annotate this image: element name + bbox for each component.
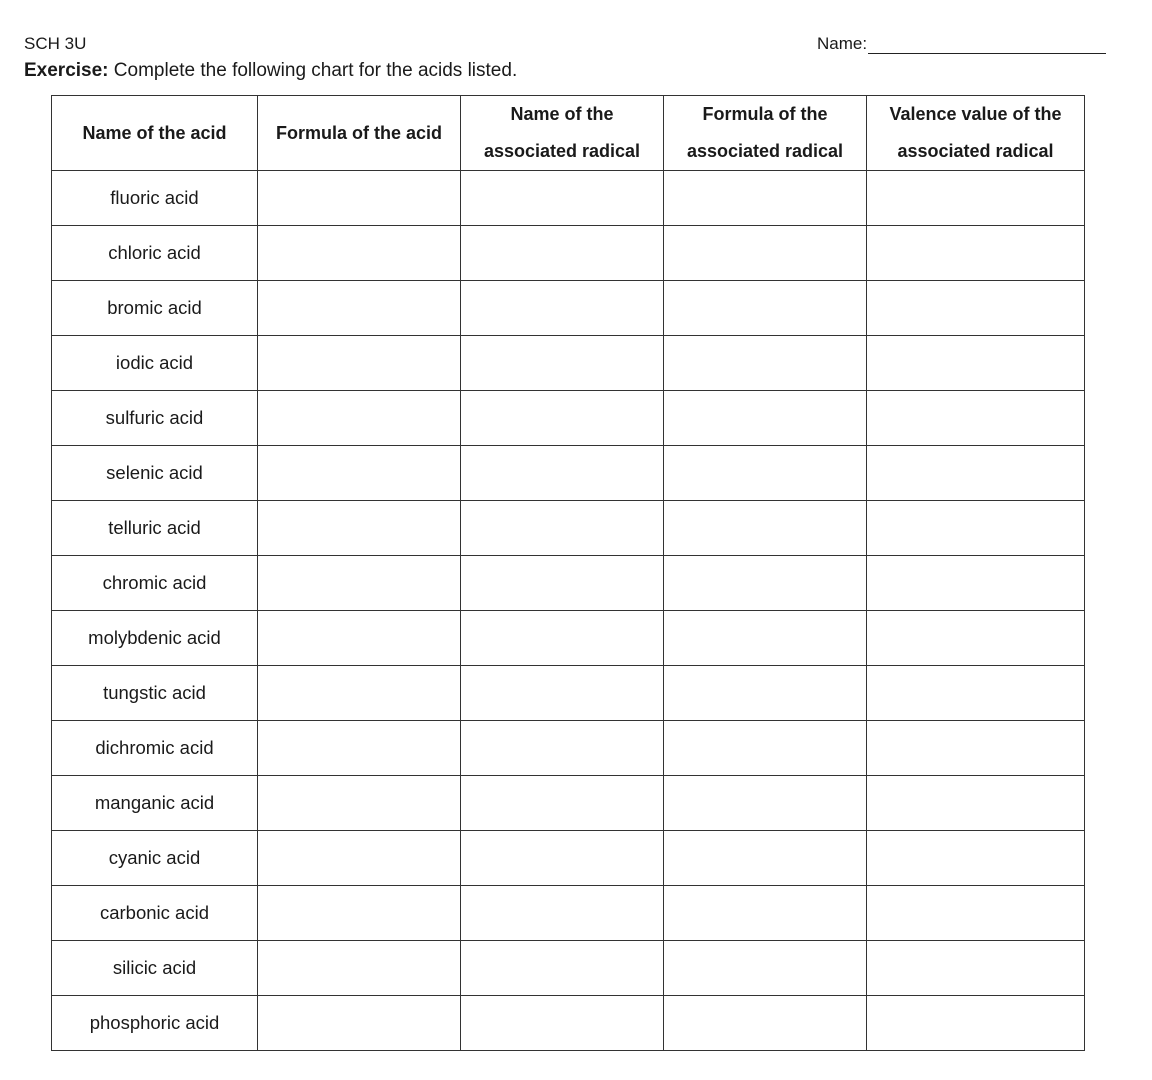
acid-name-cell: fluoric acid xyxy=(52,171,258,226)
radical-formula-cell[interactable] xyxy=(664,171,867,226)
acid-name-cell: molybdenic acid xyxy=(52,611,258,666)
acid-chart-table xyxy=(51,95,1085,1051)
acid-name-cell: chloric acid xyxy=(52,226,258,281)
radical-valence-cell[interactable] xyxy=(867,281,1085,336)
student-name-field xyxy=(817,34,1106,54)
acid-name-cell: telluric acid xyxy=(52,501,258,556)
radical-valence-cell[interactable] xyxy=(867,721,1085,776)
header-line: Formula of the acid xyxy=(275,122,443,143)
header-acid-formula xyxy=(258,96,461,171)
radical-name-cell[interactable] xyxy=(461,336,664,391)
acid-name-cell: iodic acid xyxy=(52,336,258,391)
header-line: associated radical xyxy=(483,141,641,161)
table-row xyxy=(52,721,1085,776)
acid-formula-cell[interactable] xyxy=(258,611,461,666)
acid-formula-cell[interactable] xyxy=(258,666,461,721)
radical-name-cell[interactable] xyxy=(461,721,664,776)
header-line: Formula of the xyxy=(702,104,828,124)
radical-name-cell[interactable] xyxy=(461,171,664,226)
table-row xyxy=(52,446,1085,501)
radical-name-cell[interactable] xyxy=(461,281,664,336)
radical-valence-cell[interactable] xyxy=(867,391,1085,446)
radical-valence-cell[interactable] xyxy=(867,336,1085,391)
header-line: associated radical xyxy=(686,141,844,161)
radical-valence-cell[interactable] xyxy=(867,611,1085,666)
acid-name-cell: phosphoric acid xyxy=(52,996,258,1051)
radical-valence-cell[interactable] xyxy=(867,501,1085,556)
acid-name-cell: silicic acid xyxy=(52,941,258,996)
table-row xyxy=(52,391,1085,446)
table-row xyxy=(52,941,1085,996)
acid-name-cell: chromic acid xyxy=(52,556,258,611)
radical-name-cell[interactable] xyxy=(461,776,664,831)
table-row xyxy=(52,666,1085,721)
radical-formula-cell[interactable] xyxy=(664,941,867,996)
radical-name-cell[interactable] xyxy=(461,996,664,1051)
header-line: associated radical xyxy=(897,141,1054,161)
radical-formula-cell[interactable] xyxy=(664,501,867,556)
acid-formula-cell[interactable] xyxy=(258,831,461,886)
acid-name-cell: carbonic acid xyxy=(52,886,258,941)
acid-name-cell: manganic acid xyxy=(52,776,258,831)
acid-formula-cell[interactable] xyxy=(258,501,461,556)
acid-formula-cell[interactable] xyxy=(258,391,461,446)
header-acid-name xyxy=(52,96,258,171)
header-radical-valence xyxy=(867,96,1085,171)
course-code: SCH 3U xyxy=(24,34,87,53)
acid-formula-cell[interactable] xyxy=(258,776,461,831)
table-row xyxy=(52,501,1085,556)
table-row xyxy=(52,776,1085,831)
radical-formula-cell[interactable] xyxy=(664,721,867,776)
acid-formula-cell[interactable] xyxy=(258,336,461,391)
table-row xyxy=(52,556,1085,611)
table-row xyxy=(52,831,1085,886)
radical-name-cell[interactable] xyxy=(461,556,664,611)
radical-formula-cell[interactable] xyxy=(664,611,867,666)
radical-formula-cell[interactable] xyxy=(664,996,867,1051)
radical-name-cell[interactable] xyxy=(461,226,664,281)
radical-formula-cell[interactable] xyxy=(664,281,867,336)
header-line: Valence value of the xyxy=(889,104,1062,124)
radical-formula-cell[interactable] xyxy=(664,226,867,281)
acid-formula-cell[interactable] xyxy=(258,721,461,776)
table-row xyxy=(52,336,1085,391)
header-radical-formula xyxy=(664,96,867,171)
table-row xyxy=(52,281,1085,336)
radical-formula-cell[interactable] xyxy=(664,666,867,721)
table-row xyxy=(52,226,1085,281)
radical-valence-cell[interactable] xyxy=(867,886,1085,941)
table-header-row xyxy=(52,96,1085,171)
exercise-instructions xyxy=(24,60,517,82)
acid-formula-cell[interactable] xyxy=(258,171,461,226)
radical-formula-cell[interactable] xyxy=(664,336,867,391)
radical-formula-cell[interactable] xyxy=(664,446,867,501)
acid-formula-cell[interactable] xyxy=(258,941,461,996)
table-row xyxy=(52,996,1085,1051)
header-radical-name xyxy=(461,96,664,171)
radical-formula-cell[interactable] xyxy=(664,556,867,611)
radical-formula-cell[interactable] xyxy=(664,886,867,941)
radical-name-cell[interactable] xyxy=(461,446,664,501)
radical-valence-cell[interactable] xyxy=(867,556,1085,611)
radical-valence-cell[interactable] xyxy=(867,446,1085,501)
header-line: Name of the acid xyxy=(82,122,227,143)
radical-valence-cell[interactable] xyxy=(867,831,1085,886)
acid-name-cell: tungstic acid xyxy=(52,666,258,721)
acid-name-cell: cyanic acid xyxy=(52,831,258,886)
radical-formula-cell[interactable] xyxy=(664,776,867,831)
acid-formula-cell[interactable] xyxy=(258,556,461,611)
exercise-text: Complete the following chart for the acids listed. xyxy=(108,60,518,81)
acid-formula-cell[interactable] xyxy=(258,886,461,941)
acid-formula-cell[interactable] xyxy=(258,226,461,281)
name-blank-line[interactable] xyxy=(868,37,1106,54)
radical-name-cell[interactable] xyxy=(461,666,664,721)
radical-valence-cell[interactable] xyxy=(867,666,1085,721)
radical-formula-cell[interactable] xyxy=(664,391,867,446)
radical-name-cell[interactable] xyxy=(461,886,664,941)
radical-valence-cell[interactable] xyxy=(867,996,1085,1051)
header-line: Name of the xyxy=(510,104,614,124)
table-row xyxy=(52,611,1085,666)
radical-valence-cell[interactable] xyxy=(867,171,1085,226)
radical-formula-cell[interactable] xyxy=(664,831,867,886)
radical-name-cell[interactable] xyxy=(461,501,664,556)
acid-name-cell: bromic acid xyxy=(52,281,258,336)
acid-name-cell: sulfuric acid xyxy=(52,391,258,446)
table-row xyxy=(52,171,1085,226)
exercise-label: Exercise: xyxy=(24,60,109,81)
radical-valence-cell[interactable] xyxy=(867,226,1085,281)
acid-name-cell: dichromic acid xyxy=(52,721,258,776)
radical-name-cell[interactable] xyxy=(461,391,664,446)
acid-formula-cell[interactable] xyxy=(258,996,461,1051)
acid-name-cell: selenic acid xyxy=(52,446,258,501)
radical-name-cell[interactable] xyxy=(461,611,664,666)
radical-valence-cell[interactable] xyxy=(867,776,1085,831)
table-body xyxy=(52,171,1085,1051)
radical-valence-cell[interactable] xyxy=(867,941,1085,996)
table-row xyxy=(52,886,1085,941)
acid-formula-cell[interactable] xyxy=(258,281,461,336)
radical-name-cell[interactable] xyxy=(461,831,664,886)
name-label: Name: xyxy=(817,34,868,53)
radical-name-cell[interactable] xyxy=(461,941,664,996)
acid-formula-cell[interactable] xyxy=(258,446,461,501)
